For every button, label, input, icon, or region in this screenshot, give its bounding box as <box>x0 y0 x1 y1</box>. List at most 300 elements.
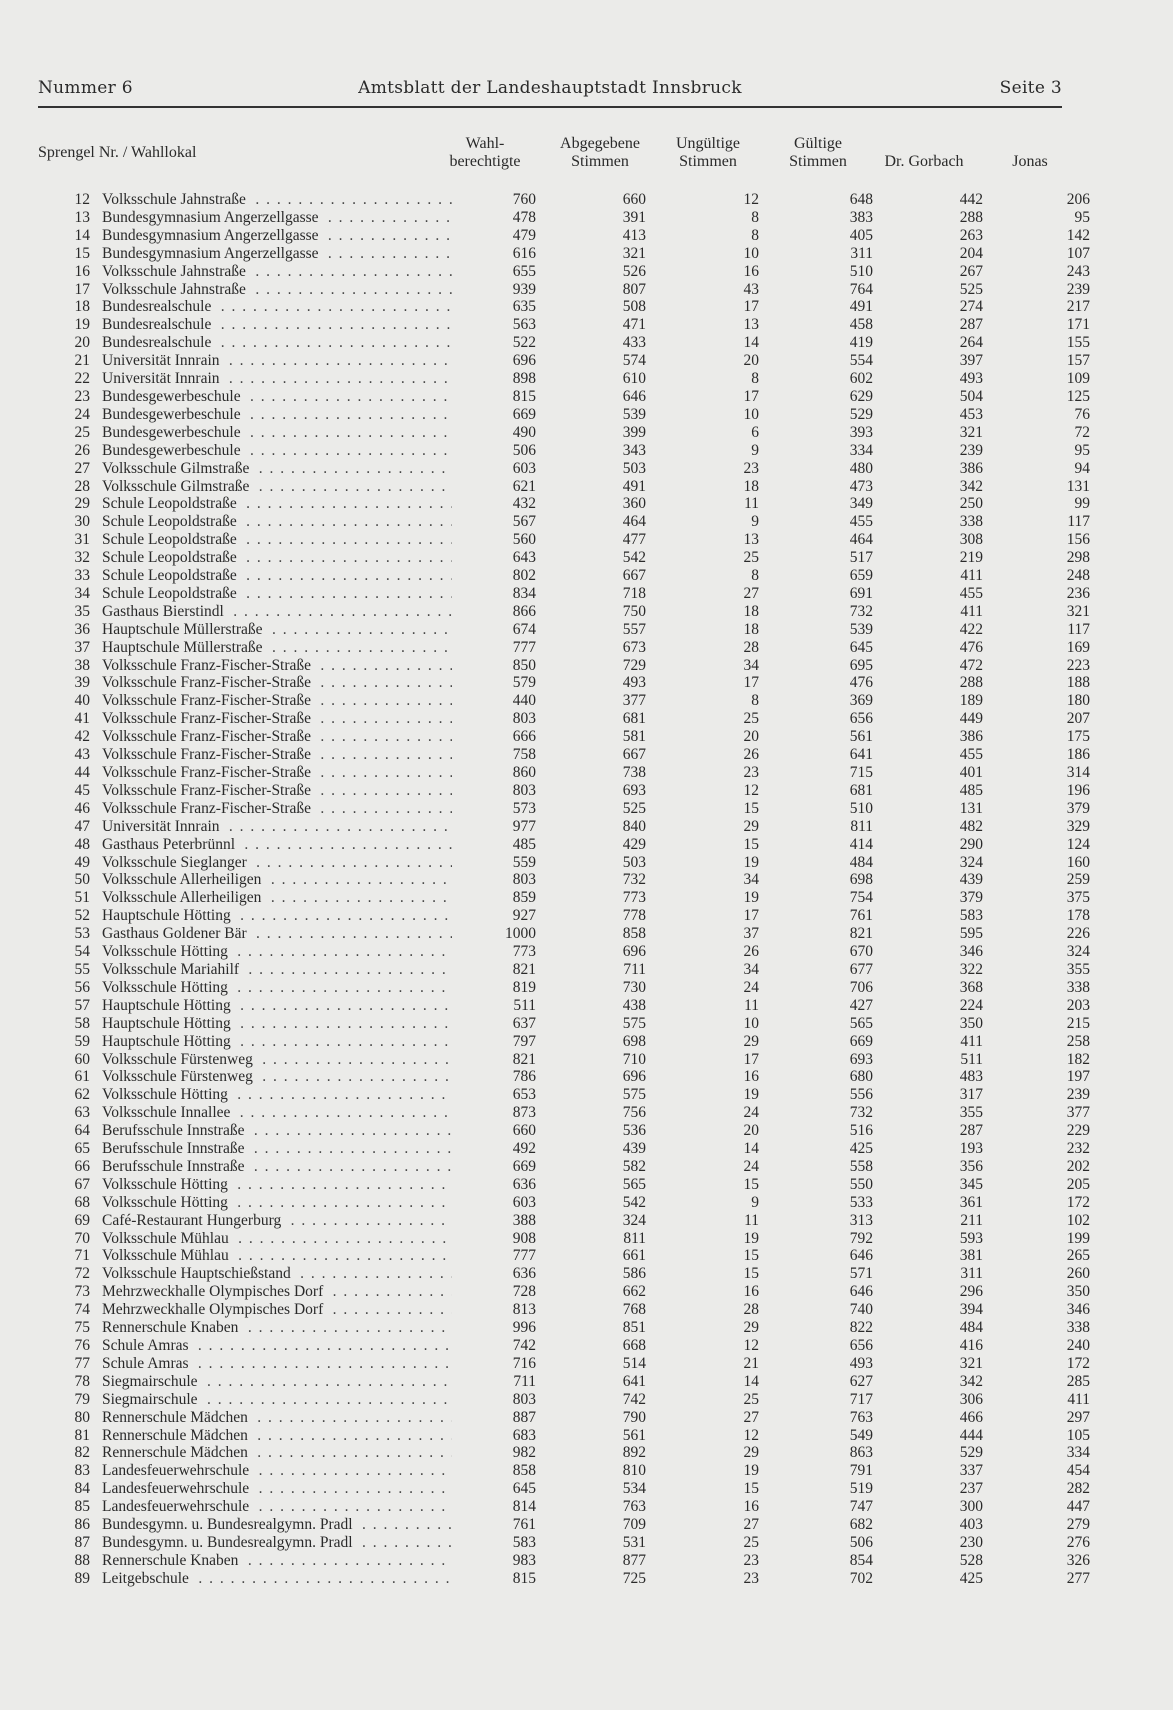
wahllokal-name: Universität Innrain <box>102 818 224 835</box>
abgegebene-cell: 557 <box>622 620 646 638</box>
gueltige-cell: 740 <box>849 1301 873 1319</box>
ungueltige-cell: 20 <box>743 352 759 370</box>
gorbach-cell: 411 <box>960 602 983 620</box>
wahllokal-cell <box>102 495 452 513</box>
sprengel-number: 44 <box>74 764 90 781</box>
table-row <box>38 1194 1103 1212</box>
wahllokal-cell <box>102 997 452 1015</box>
wahlberechtigte-cell: 637 <box>512 1014 536 1032</box>
leader-dots <box>102 406 452 424</box>
gorbach-cell: 386 <box>959 728 983 746</box>
abgegebene-cell: 324 <box>622 1211 646 1229</box>
gorbach-cell: 525 <box>959 280 983 298</box>
wahllokal-name: Volksschule Sieglanger <box>102 854 251 871</box>
abgegebene-cell: 539 <box>622 405 646 423</box>
wahlberechtigte-cell: 860 <box>512 764 536 781</box>
wahllokal-name: Bundesgewerbeschule <box>102 424 245 441</box>
leader-dots <box>102 889 452 907</box>
leader-dots <box>102 1176 452 1194</box>
wahlberechtigte-cell: 908 <box>512 1229 536 1247</box>
jonas-cell: 125 <box>1066 387 1090 405</box>
jonas-cell: 321 <box>1066 602 1090 620</box>
wahllokal-cell <box>102 567 452 585</box>
abgegebene-cell: 778 <box>622 907 646 925</box>
sprengel-number: 39 <box>74 674 90 692</box>
jonas-cell: 279 <box>1066 1516 1090 1534</box>
gorbach-cell: 345 <box>959 1175 983 1193</box>
ungueltige-cell: 27 <box>743 1516 759 1534</box>
table-row <box>38 907 1103 925</box>
gorbach-cell: 529 <box>959 1444 983 1462</box>
wahllokal-name: Bundesgymnasium Angerzellgasse <box>102 209 323 226</box>
ungueltige-cell: 28 <box>743 1301 759 1319</box>
sprengel-number: 21 <box>74 352 90 370</box>
gueltige-cell: 473 <box>849 477 873 495</box>
wahlberechtigte-cell: 873 <box>512 1104 536 1122</box>
wahllokal-cell <box>102 746 452 764</box>
wahllokal-name: Schule Leopoldstraße <box>102 567 241 584</box>
gueltige-cell: 702 <box>849 1569 873 1587</box>
jonas-cell: 95 <box>1074 208 1090 226</box>
jonas-cell: 334 <box>1066 1444 1090 1462</box>
wahlberechtigte-cell: 982 <box>512 1444 536 1462</box>
wahllokal-cell <box>102 1301 452 1319</box>
sprengel-number: 15 <box>74 244 90 262</box>
leader-dots <box>102 979 452 997</box>
gueltige-cell: 691 <box>849 584 873 602</box>
abgegebene-cell: 662 <box>622 1283 646 1301</box>
abgegebene-cell: 892 <box>622 1444 646 1462</box>
wahlberechtigte-cell: 674 <box>512 620 536 638</box>
jonas-cell: 338 <box>1066 1319 1090 1337</box>
wahllokal-cell <box>102 1534 452 1552</box>
wahlberechtigte-cell: 819 <box>512 978 536 996</box>
sprengel-number: 53 <box>74 925 90 943</box>
gorbach-cell: 425 <box>959 1569 983 1587</box>
wahllokal-name: Hauptschule Hötting <box>102 907 235 924</box>
gueltige-cell: 571 <box>849 1265 873 1283</box>
gueltige-cell: 680 <box>849 1068 873 1086</box>
ungueltige-cell: 27 <box>743 1408 759 1426</box>
wahlberechtigte-cell: 669 <box>512 1157 536 1175</box>
sprengel-number: 30 <box>74 513 90 531</box>
wahllokal-name: Rennerschule Knaben <box>102 1552 242 1569</box>
table-row <box>38 1015 1103 1033</box>
ungueltige-cell: 8 <box>751 692 759 710</box>
wahllokal-name: Rennerschule Mädchen <box>102 1444 252 1461</box>
wahllokal-cell <box>102 1033 452 1051</box>
abgegebene-cell: 646 <box>622 387 646 405</box>
leader-dots <box>102 531 452 549</box>
jonas-cell: 199 <box>1066 1229 1090 1247</box>
leader-dots <box>102 298 452 316</box>
gorbach-cell: 230 <box>959 1533 983 1551</box>
leader-dots <box>102 1104 452 1122</box>
gueltige-cell: 761 <box>849 907 873 925</box>
table-row <box>38 370 1103 388</box>
ungueltige-cell: 26 <box>743 943 759 961</box>
issue-number: Nummer 6 <box>38 78 133 98</box>
wahlberechtigte-cell: 802 <box>512 567 536 585</box>
gorbach-cell: 453 <box>959 405 983 423</box>
gorbach-cell: 403 <box>959 1516 983 1534</box>
jonas-cell: 207 <box>1066 710 1090 728</box>
gueltige-cell: 369 <box>849 692 873 710</box>
ungueltige-cell: 14 <box>743 1372 759 1390</box>
jonas-cell: 285 <box>1066 1372 1090 1390</box>
leader-dots <box>102 1570 452 1588</box>
abgegebene-cell: 531 <box>622 1533 646 1551</box>
gueltige-cell: 313 <box>849 1211 873 1229</box>
results-table <box>38 191 1103 1588</box>
ungueltige-cell: 15 <box>743 1247 759 1265</box>
gorbach-cell: 386 <box>959 459 983 477</box>
gueltige-cell: 764 <box>849 280 873 298</box>
wahlberechtigte-cell: 660 <box>512 1122 536 1140</box>
jonas-cell: 175 <box>1066 728 1090 746</box>
jonas-cell: 243 <box>1066 262 1090 280</box>
table-row <box>38 281 1103 299</box>
wahllokal-name: Volksschule Gilmstraße <box>102 478 253 495</box>
gorbach-cell: 416 <box>959 1337 983 1354</box>
gueltige-cell: 821 <box>849 925 873 943</box>
wahllokal-name: Volksschule Allerheiligen <box>102 871 265 888</box>
jonas-cell: 142 <box>1066 226 1090 244</box>
wahllokal-cell <box>102 1552 452 1570</box>
abgegebene-cell: 710 <box>622 1050 646 1068</box>
wahllokal-cell <box>102 854 452 872</box>
ungueltige-cell: 18 <box>743 602 759 620</box>
gorbach-cell: 422 <box>959 620 983 638</box>
gueltige-cell: 561 <box>849 728 873 746</box>
wahllokal-cell <box>102 424 452 442</box>
abgegebene-cell: 790 <box>622 1408 646 1426</box>
leader-dots <box>102 263 452 281</box>
wahllokal-cell <box>102 281 452 299</box>
jonas-cell: 217 <box>1066 298 1090 316</box>
sprengel-number: 57 <box>74 996 90 1014</box>
wahllokal-name: Volksschule Franz-Fischer-Straße <box>102 764 315 781</box>
jonas-cell: 131 <box>1066 477 1090 495</box>
gueltige-cell: 414 <box>849 835 873 853</box>
ungueltige-cell: 29 <box>743 817 759 835</box>
table-row <box>38 1534 1103 1552</box>
wahlberechtigte-cell: 635 <box>512 298 536 316</box>
wahllokal-cell <box>102 710 452 728</box>
gorbach-cell: 342 <box>959 477 983 495</box>
table-row <box>38 979 1103 997</box>
table-row <box>38 1158 1103 1176</box>
wahllokal-cell <box>102 1015 452 1033</box>
abgegebene-cell: 661 <box>622 1247 646 1265</box>
table-row <box>38 657 1103 675</box>
wahllokal-cell <box>102 1480 452 1498</box>
wahlberechtigte-cell: 653 <box>512 1086 536 1104</box>
table-row <box>38 746 1103 764</box>
abgegebene-cell: 565 <box>622 1175 646 1193</box>
gueltige-cell: 510 <box>849 799 873 817</box>
wahlberechtigte-cell: 850 <box>512 656 536 674</box>
abgegebene-cell: 433 <box>622 334 646 352</box>
sprengel-number: 86 <box>74 1516 90 1534</box>
leader-dots <box>102 818 452 836</box>
jonas-cell: 117 <box>1067 513 1090 531</box>
wahllokal-name: Volksschule Franz-Fischer-Straße <box>102 657 315 674</box>
wahlberechtigte-cell: 716 <box>512 1354 536 1372</box>
sprengel-number: 78 <box>74 1372 90 1390</box>
abgegebene-cell: 725 <box>622 1569 646 1587</box>
jonas-cell: 277 <box>1066 1569 1090 1587</box>
gorbach-cell: 237 <box>959 1480 983 1498</box>
table-row <box>38 1176 1103 1194</box>
gorbach-cell: 264 <box>959 334 983 352</box>
leader-dots <box>102 728 452 746</box>
wahllokal-name: Volksschule Hötting <box>102 979 232 996</box>
gorbach-cell: 224 <box>959 996 983 1014</box>
abgegebene-cell: 610 <box>622 370 646 388</box>
sprengel-number: 26 <box>74 441 90 459</box>
wahllokal-name: Volksschule Fürstenweg <box>102 1068 257 1085</box>
sprengel-number: 73 <box>74 1283 90 1301</box>
wahlberechtigte-cell: 478 <box>512 208 536 226</box>
wahllokal-name: Café-Restaurant Hungerburg <box>102 1212 285 1229</box>
gueltige-cell: 349 <box>849 495 873 513</box>
table-row <box>38 710 1103 728</box>
wahllokal-name: Volksschule Franz-Fischer-Straße <box>102 746 315 763</box>
gorbach-cell: 455 <box>959 584 983 602</box>
gorbach-cell: 308 <box>959 531 983 549</box>
wahllokal-name: Rennerschule Mädchen <box>102 1409 252 1426</box>
wahlberechtigte-cell: 728 <box>512 1283 536 1301</box>
gorbach-cell: 306 <box>959 1390 983 1408</box>
abgegebene-cell: 491 <box>622 477 646 495</box>
wahllokal-name: Volksschule Fürstenweg <box>102 1051 257 1068</box>
gorbach-cell: 350 <box>959 1014 983 1032</box>
gueltige-cell: 732 <box>849 1104 873 1122</box>
gorbach-cell: 311 <box>960 1265 983 1283</box>
wahlberechtigte-cell: 479 <box>512 226 536 244</box>
wahllokal-cell <box>102 961 452 979</box>
ungueltige-cell: 12 <box>743 191 759 208</box>
abgegebene-cell: 536 <box>622 1122 646 1140</box>
sprengel-number: 24 <box>74 405 90 423</box>
wahllokal-name: Rennerschule Mädchen <box>102 1427 252 1444</box>
abgegebene-cell: 574 <box>622 352 646 370</box>
table-row <box>38 245 1103 263</box>
table-row <box>38 1122 1103 1140</box>
wahllokal-name: Volksschule Hötting <box>102 1176 232 1193</box>
table-row <box>38 997 1103 1015</box>
leader-dots <box>102 836 452 854</box>
wahllokal-cell <box>102 513 452 531</box>
leader-dots <box>102 782 452 800</box>
wahllokal-cell <box>102 1283 452 1301</box>
leader-dots <box>102 1015 452 1033</box>
jonas-cell: 155 <box>1066 334 1090 352</box>
abgegebene-cell: 399 <box>622 423 646 441</box>
leader-dots <box>102 1516 452 1534</box>
abgegebene-cell: 738 <box>622 764 646 781</box>
gorbach-cell: 411 <box>960 1032 983 1050</box>
wahlberechtigte-cell: 643 <box>512 549 536 567</box>
wahllokal-cell <box>102 1194 452 1212</box>
jonas-cell: 178 <box>1066 907 1090 925</box>
table-row <box>38 513 1103 531</box>
gueltige-cell: 646 <box>849 1283 873 1301</box>
table-row <box>38 424 1103 442</box>
gueltige-cell: 458 <box>849 316 873 334</box>
table-row <box>38 1444 1103 1462</box>
table-row <box>38 800 1103 818</box>
abgegebene-cell: 732 <box>622 871 646 889</box>
ungueltige-cell: 27 <box>743 584 759 602</box>
sprengel-number: 50 <box>74 871 90 889</box>
wahllokal-cell <box>102 1176 452 1194</box>
abgegebene-cell: 768 <box>622 1301 646 1319</box>
table-row <box>38 478 1103 496</box>
gorbach-cell: 355 <box>959 1104 983 1122</box>
table-row <box>38 585 1103 603</box>
wahllokal-name: Berufsschule Innstraße <box>102 1158 248 1175</box>
wahllokal-cell <box>102 1140 452 1158</box>
ungueltige-cell: 25 <box>743 1533 759 1551</box>
table-row <box>38 1480 1103 1498</box>
jonas-cell: 99 <box>1074 495 1090 513</box>
gorbach-cell: 595 <box>959 925 983 943</box>
ungueltige-cell: 34 <box>743 871 759 889</box>
wahlberechtigte-cell: 616 <box>512 244 536 262</box>
leader-dots <box>102 657 452 675</box>
leader-dots <box>102 764 452 782</box>
sprengel-number: 65 <box>74 1140 90 1158</box>
wahlberechtigte-cell: 758 <box>512 746 536 764</box>
table-row <box>38 1051 1103 1069</box>
gueltige-cell: 565 <box>849 1014 873 1032</box>
ungueltige-cell: 12 <box>743 1337 759 1354</box>
jonas-cell: 117 <box>1067 620 1090 638</box>
wahllokal-name: Schule Amras <box>102 1355 193 1372</box>
jonas-cell: 379 <box>1066 799 1090 817</box>
wahlberechtigte-cell: 603 <box>512 459 536 477</box>
ungueltige-cell: 23 <box>743 1551 759 1569</box>
gueltige-cell: 533 <box>849 1193 873 1211</box>
abgegebene-cell: 693 <box>622 781 646 799</box>
table-row <box>38 1140 1103 1158</box>
table-row <box>38 1552 1103 1570</box>
wahllokal-cell <box>102 245 452 263</box>
gorbach-cell: 484 <box>959 1319 983 1337</box>
jonas-cell: 258 <box>1066 1032 1090 1050</box>
abgegebene-cell: 811 <box>623 1229 646 1247</box>
ungueltige-cell: 12 <box>743 1426 759 1444</box>
wahllokal-cell <box>102 1355 452 1373</box>
sprengel-number: 17 <box>74 280 90 298</box>
wahlberechtigte-cell: 560 <box>512 531 536 549</box>
leader-dots <box>102 1140 452 1158</box>
abgegebene-cell: 377 <box>622 692 646 710</box>
sprengel-number: 80 <box>74 1408 90 1426</box>
wahllokal-cell <box>102 209 452 227</box>
gueltige-cell: 677 <box>849 960 873 978</box>
sprengel-number: 16 <box>74 262 90 280</box>
gueltige-cell: 669 <box>849 1032 873 1050</box>
leader-dots <box>102 567 452 585</box>
wahllokal-cell <box>102 1427 452 1445</box>
abgegebene-cell: 493 <box>622 674 646 692</box>
table-row <box>38 1462 1103 1480</box>
jonas-cell: 232 <box>1066 1140 1090 1158</box>
jonas-cell: 338 <box>1066 978 1090 996</box>
jonas-cell: 95 <box>1074 441 1090 459</box>
gueltige-cell: 715 <box>849 764 873 781</box>
ungueltige-cell: 24 <box>743 1104 759 1122</box>
jonas-cell: 329 <box>1066 817 1090 835</box>
table-row <box>38 1391 1103 1409</box>
table-row <box>38 1265 1103 1283</box>
wahlberechtigte-cell: 996 <box>512 1319 536 1337</box>
wahllokal-name: Hauptschule Hötting <box>102 997 235 1014</box>
gueltige-cell: 476 <box>849 674 873 692</box>
abgegebene-cell: 503 <box>622 853 646 871</box>
jonas-cell: 447 <box>1066 1498 1090 1516</box>
leader-dots <box>102 925 452 943</box>
ungueltige-cell: 18 <box>743 477 759 495</box>
ungueltige-cell: 13 <box>743 316 759 334</box>
table-row <box>38 639 1103 657</box>
ungueltige-cell: 17 <box>743 387 759 405</box>
jonas-cell: 239 <box>1066 280 1090 298</box>
abgegebene-cell: 542 <box>622 549 646 567</box>
jonas-cell: 202 <box>1066 1157 1090 1175</box>
sprengel-number: 69 <box>74 1211 90 1229</box>
gorbach-cell: 485 <box>959 781 983 799</box>
leader-dots <box>102 1230 452 1248</box>
ungueltige-cell: 8 <box>751 226 759 244</box>
ungueltige-cell: 16 <box>743 1068 759 1086</box>
gorbach-cell: 290 <box>959 835 983 853</box>
gueltige-cell: 656 <box>849 710 873 728</box>
gorbach-cell: 401 <box>959 764 983 781</box>
wahlberechtigte-cell: 866 <box>512 602 536 620</box>
sprengel-number: 67 <box>74 1175 90 1193</box>
wahllokal-cell <box>102 800 452 818</box>
table-row <box>38 352 1103 370</box>
abgegebene-cell: 729 <box>622 656 646 674</box>
wahllokal-cell <box>102 764 452 782</box>
wahllokal-name: Bundesgymnasium Angerzellgasse <box>102 245 323 262</box>
gueltige-cell: 556 <box>849 1086 873 1104</box>
jonas-cell: 239 <box>1066 1086 1090 1104</box>
gorbach-cell: 455 <box>959 746 983 764</box>
abgegebene-cell: 696 <box>622 943 646 961</box>
abgegebene-cell: 681 <box>622 710 646 728</box>
abgegebene-cell: 773 <box>622 889 646 907</box>
gueltige-cell: 602 <box>849 370 873 388</box>
ungueltige-cell: 14 <box>743 1140 759 1158</box>
sprengel-number: 20 <box>74 334 90 352</box>
wahlberechtigte-cell: 579 <box>512 674 536 692</box>
gorbach-cell: 466 <box>959 1408 983 1426</box>
gueltige-cell: 311 <box>850 244 873 262</box>
jonas-cell: 265 <box>1066 1247 1090 1265</box>
table-row <box>38 621 1103 639</box>
abgegebene-cell: 807 <box>622 280 646 298</box>
ungueltige-cell: 21 <box>743 1354 759 1372</box>
wahllokal-name: Volksschule Franz-Fischer-Straße <box>102 728 315 745</box>
jonas-cell: 205 <box>1066 1175 1090 1193</box>
gueltige-cell: 480 <box>849 459 873 477</box>
gorbach-cell: 346 <box>959 943 983 961</box>
